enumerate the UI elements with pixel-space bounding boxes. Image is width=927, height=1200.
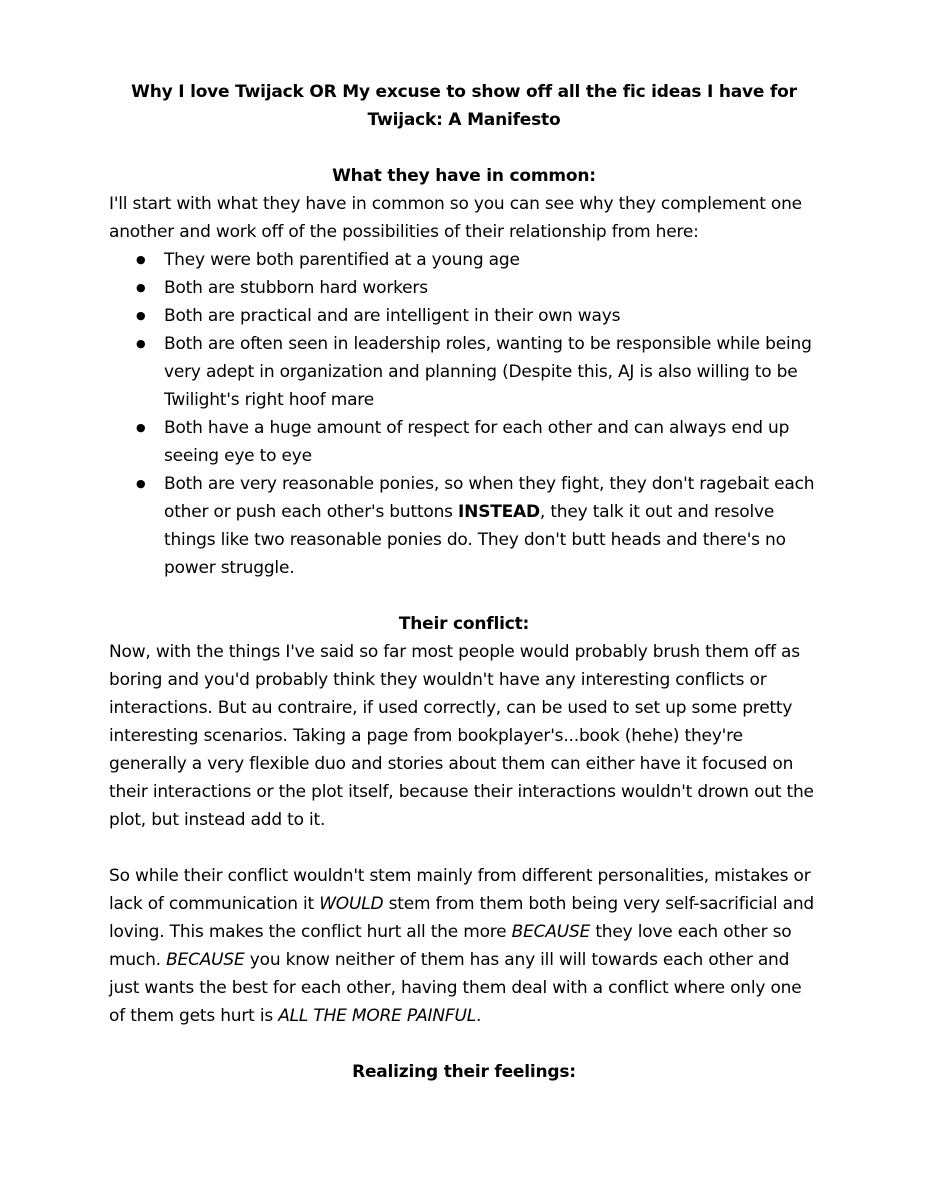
text-run: Both are very reasonable ponies, so when they fight, they don't ragebait each other or push each other's buttons xyxy=(164,474,815,522)
text-run: stem from them both being very self-sacrificial and loving. This makes the conflict hurt all the more xyxy=(109,894,815,942)
list-item: ● Both are practical and are intelligent in their own ways xyxy=(109,302,819,330)
text-run: So while their conflict wouldn't stem mainly from different personalities, mistakes or lack of communication it xyxy=(109,866,811,914)
document-title: Why I love Twijack OR My excuse to show off all the fic ideas I have for Twijack: A Manifesto xyxy=(131,82,797,130)
list-item: ● Both have a huge amount of respect for each other and can always end up seeing eye to eye xyxy=(109,414,819,470)
section-heading-feelings: Realizing their feelings: xyxy=(352,1062,576,1082)
italic-emphasis: ALL THE MORE PAINFUL xyxy=(278,1006,476,1026)
text-run: you know neither of them has any ill will towards each other and just wants the best for each other, having them deal with a conflict where only one of them gets hurt is xyxy=(109,950,802,1026)
spacer xyxy=(109,134,819,162)
list-item: ● Both are often seen in leadership roles, wanting to be responsible while being very adept in organization and planning (Despite this, AJ is also willing to be Twilight's right hoof mare xyxy=(109,330,819,414)
text-run: . xyxy=(476,1006,482,1026)
section-heading-conflict: Their conflict: xyxy=(398,614,530,634)
common-traits-list xyxy=(109,246,819,582)
spacer xyxy=(109,834,819,862)
spacer xyxy=(109,1030,819,1058)
italic-emphasis: WOULD xyxy=(319,894,384,914)
text-run: , they talk it out and resolve things like two reasonable ponies do. They don't butt heads and there's no power struggle. xyxy=(164,502,786,578)
conflict-paragraph-1: Now, with the things I've said so far most people would probably brush them off as boring and you'd probably think they wouldn't have any interesting conflicts or interactions. But au contraire, if used correctly, can be used to set up some pretty interesting scenarios. Taking a page from bookplayer's...book (hehe) they're generally a very flexible duo and stories about them can either have it focused on their interactions or the plot itself, because their interactions wouldn't drown out the plot, but instead add to it. xyxy=(109,642,814,830)
italic-emphasis: BECAUSE xyxy=(166,950,245,970)
common-intro-paragraph: I'll start with what they have in common so you can see why they complement one another and work off of the possibilities of their relationship from here: xyxy=(109,194,802,242)
list-item: ● Both are stubborn hard workers xyxy=(109,274,819,302)
spacer xyxy=(109,582,819,610)
list-item: ● They were both parentified at a young age xyxy=(109,246,819,274)
list-item xyxy=(109,470,819,582)
section-heading-common: What they have in common: xyxy=(332,166,596,186)
text-run: they love each other so much. xyxy=(109,922,792,970)
conflict-paragraph-2 xyxy=(109,862,819,1030)
italic-emphasis: BECAUSE xyxy=(511,922,591,942)
bold-emphasis: INSTEAD xyxy=(458,502,540,522)
